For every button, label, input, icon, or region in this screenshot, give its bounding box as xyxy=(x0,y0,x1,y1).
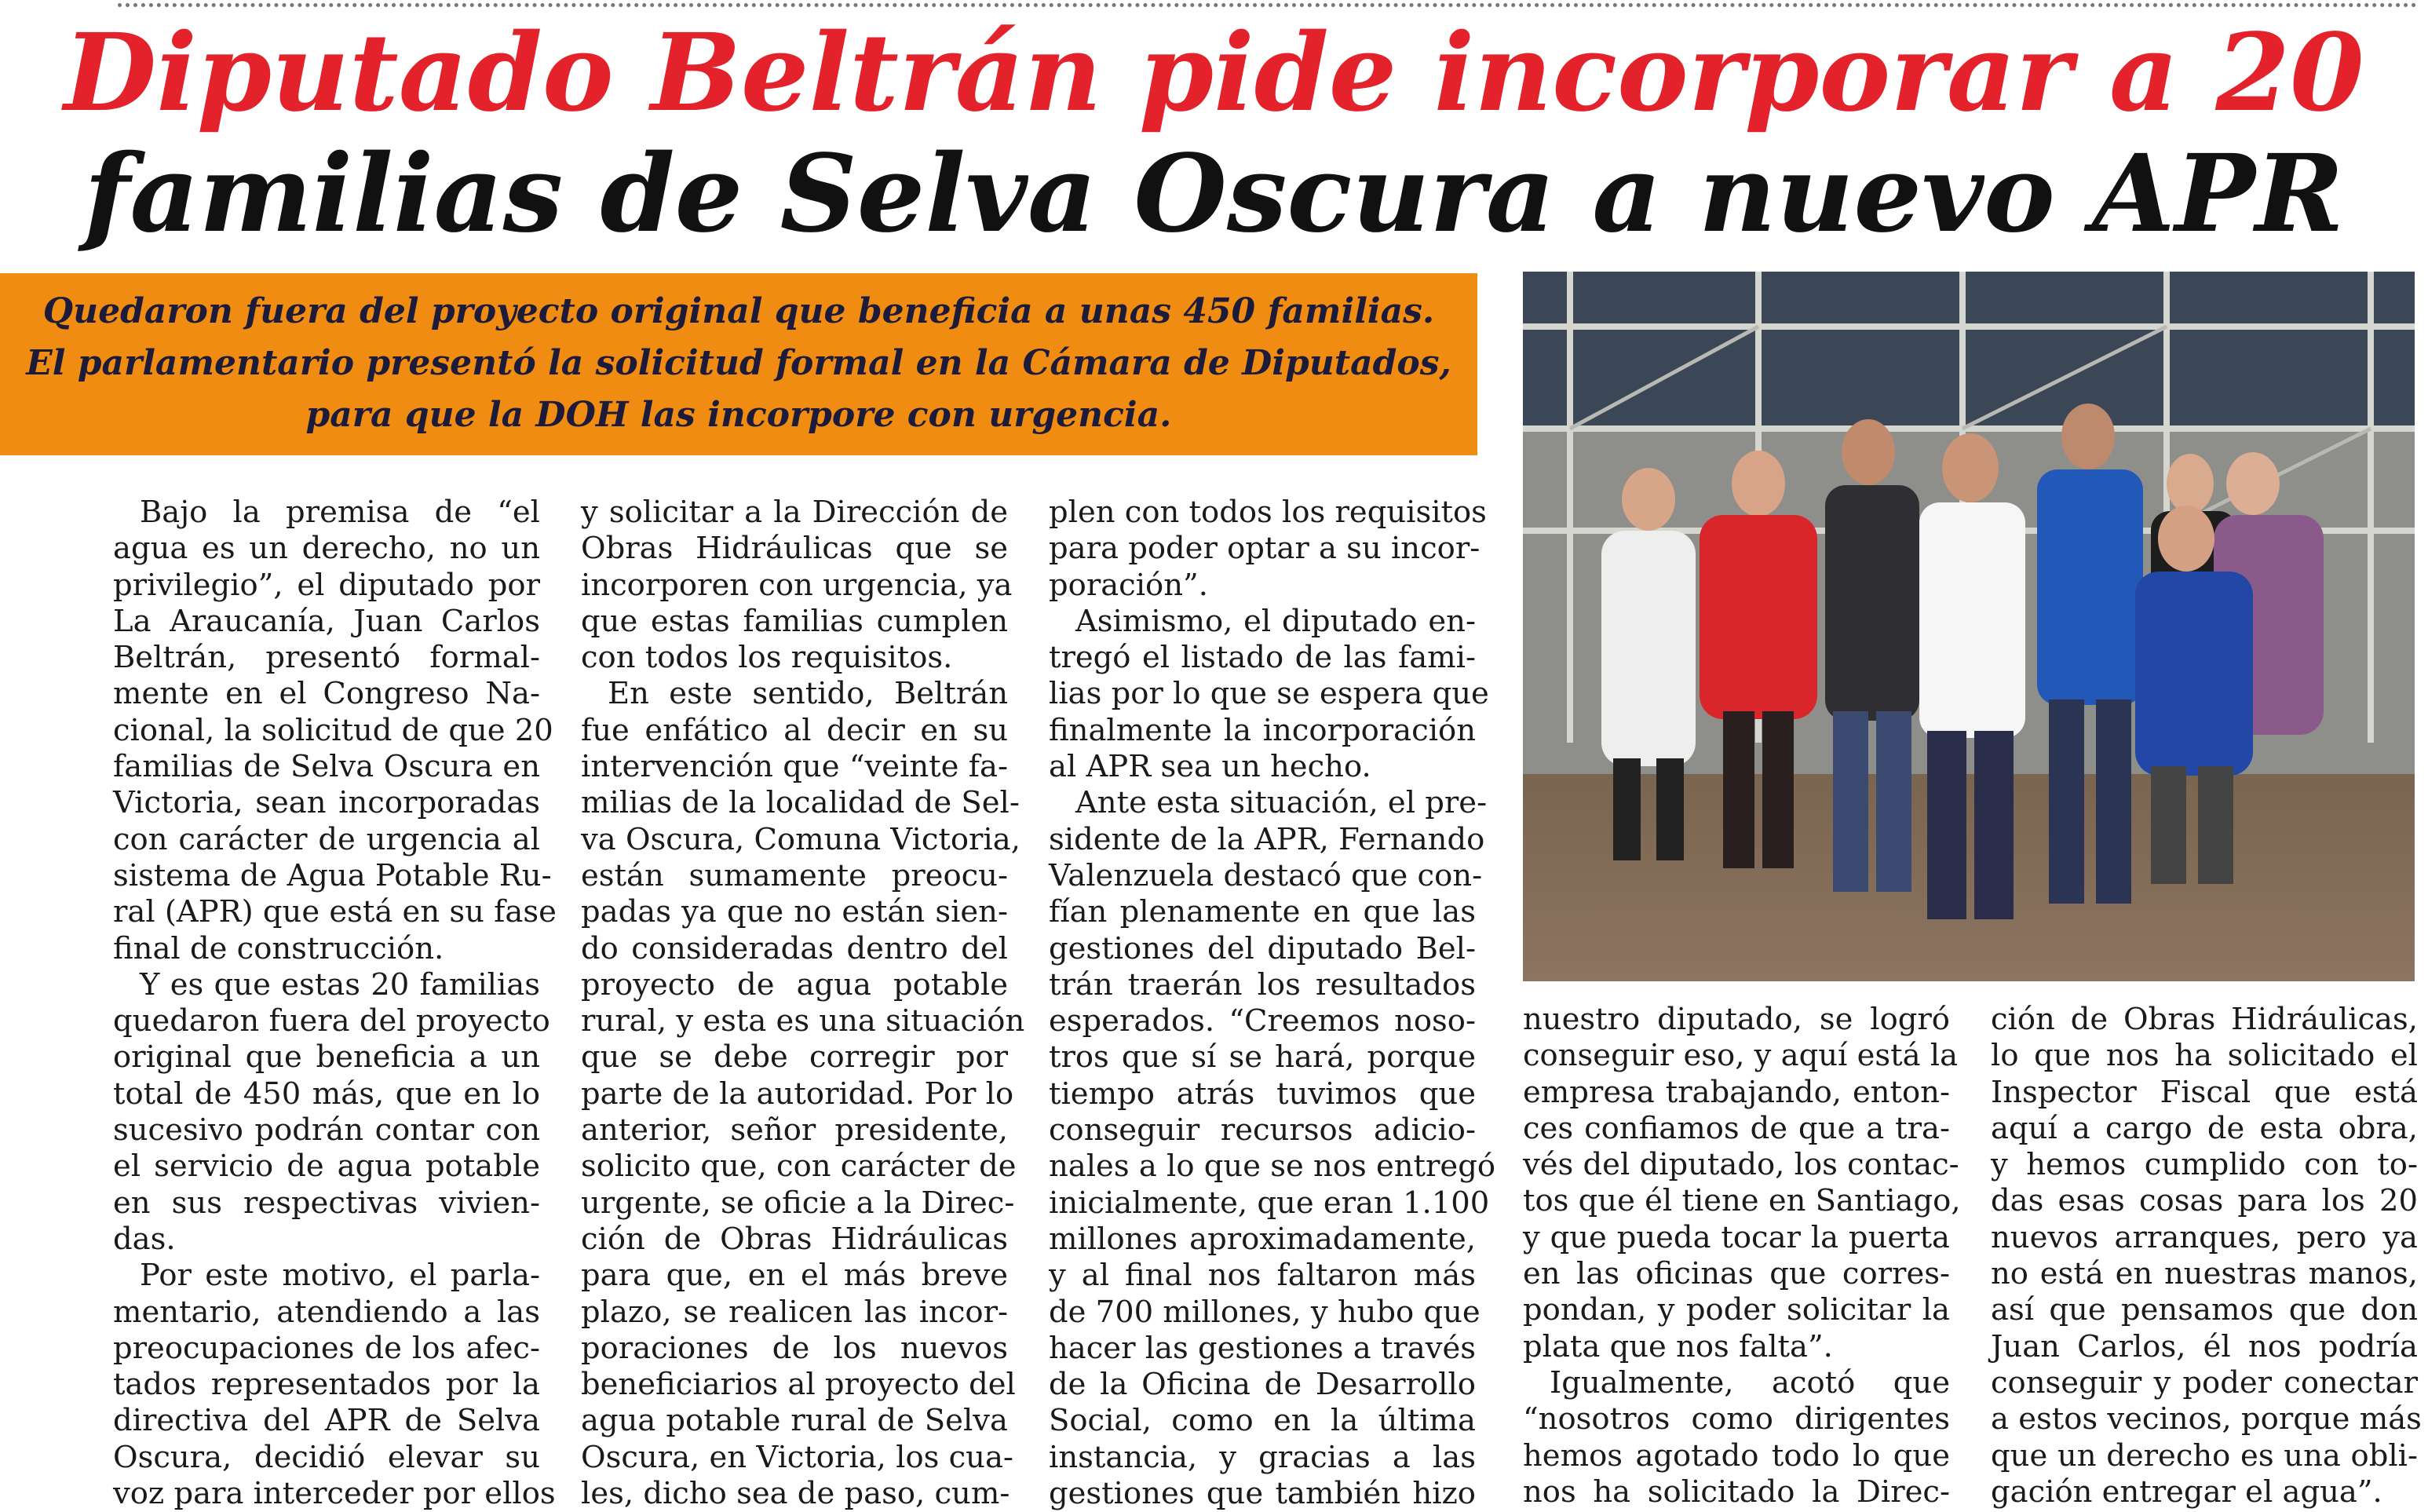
text-line: sistema de Agua Potable Ru- xyxy=(113,857,552,893)
text-line: das. xyxy=(113,1221,176,1257)
text-line: poraciones de los nuevos xyxy=(581,1330,1008,1366)
text-line: La Araucanía, Juan Carlos xyxy=(113,603,540,639)
text-line: original que beneficia a un xyxy=(113,1039,540,1076)
text-line: tregó el listado de las fami- xyxy=(1049,640,1476,676)
text-line: das esas cosas para los 20 xyxy=(1991,1183,2418,1219)
text-line: intervención que “veinte fa- xyxy=(581,749,1008,785)
text-line: lo que nos ha solicitado el xyxy=(1991,1038,2418,1074)
text-line: fían plenamente en que las xyxy=(1049,894,1476,930)
text-line: no está en nuestras manos, xyxy=(1991,1256,2418,1292)
text-line: Y es que estas 20 familias xyxy=(140,966,540,1003)
text-line: agua potable rural de Selva xyxy=(581,1403,1008,1439)
text-line: padas ya que no están sien- xyxy=(581,894,1008,930)
text-line: y solicitar a la Dirección de xyxy=(581,495,1008,530)
text-line: Inspector Fiscal que está xyxy=(1991,1074,2418,1110)
text-line: familias de Selva Oscura en xyxy=(113,749,540,785)
text-line: plata que nos falta”. xyxy=(1523,1328,1833,1364)
text-line: sidente de la APR, Fernando xyxy=(1049,821,1485,857)
text-line: do consideradas dentro del xyxy=(581,930,1008,966)
text-line: Igualmente, acotó que xyxy=(1550,1364,1950,1401)
article-column-5 xyxy=(1991,1002,2422,1510)
headline-line-2: familias de Selva Oscura a nuevo APR xyxy=(84,131,2344,257)
text-line: al APR sea un hecho. xyxy=(1049,749,1371,785)
text-line: cional, la solicitud de que 20 xyxy=(113,712,553,748)
text-line: hacer las gestiones a través xyxy=(1049,1330,1477,1366)
text-line: voz para interceder por ellos xyxy=(113,1476,556,1512)
text-line: nales a lo que se nos entregó xyxy=(1049,1149,1496,1185)
text-line: mentario, atendiendo a las xyxy=(113,1294,540,1330)
text-line: ción de Obras Hidráulicas xyxy=(581,1221,1008,1257)
text-line: Obras Hidráulicas que se xyxy=(581,531,1008,567)
text-line: solicito que, con carácter de xyxy=(581,1149,1017,1185)
text-line: empresa trabajando, enton- xyxy=(1523,1074,1950,1110)
text-line: inicialmente, que eran 1.100 xyxy=(1049,1185,1490,1221)
article-column-2 xyxy=(581,495,1025,1512)
text-line: gestiones que también hizo xyxy=(1049,1476,1476,1512)
text-line: aquí a cargo de esta obra, xyxy=(1991,1110,2418,1146)
text-line: beneficiarios al proyecto del xyxy=(581,1367,1016,1403)
deck-line-2: El parlamentario presentó la solicitud formal en la Cámara de Diputados, xyxy=(26,343,1451,383)
text-line: para que, en el más breve xyxy=(581,1258,1008,1294)
group-photo xyxy=(1523,272,2415,981)
group-photo-icon xyxy=(1523,272,2415,981)
text-line: va Oscura, Comuna Victoria, xyxy=(581,821,1020,857)
text-line: están sumamente preocu- xyxy=(581,857,1008,893)
text-line: y que pueda tocar la puerta xyxy=(1523,1219,1950,1255)
text-line: Social, como en la última xyxy=(1049,1403,1476,1439)
text-line: tiempo atrás tuvimos que xyxy=(1049,1076,1476,1112)
text-line: ces confiamos de que a tra- xyxy=(1523,1110,1950,1146)
headline-line-1: Diputado Beltrán pide incorporar a 20 xyxy=(64,10,2364,136)
article-column-1 xyxy=(113,495,557,1512)
text-line: Juan Carlos, él nos podría xyxy=(1991,1328,2418,1364)
top-dotted-rule xyxy=(118,3,2418,7)
text-line: el servicio de agua potable xyxy=(113,1149,540,1185)
text-line: a estos vecinos, porque más xyxy=(1991,1401,2422,1437)
text-line: les, dicho sea de paso, cum- xyxy=(581,1476,1010,1512)
text-line: vés del diputado, los contac- xyxy=(1523,1147,1959,1183)
text-line: trán traerán los resultados xyxy=(1049,966,1476,1003)
text-line: Oscura, decidió elevar su xyxy=(113,1439,540,1475)
text-line: ción de Obras Hidráulicas, xyxy=(1991,1002,2418,1037)
text-line: tros que sí se hará, porque xyxy=(1049,1039,1476,1076)
text-line: nuevos arranques, pero ya xyxy=(1991,1219,2418,1255)
text-line: Oscura, en Victoria, los cua- xyxy=(581,1439,1013,1475)
text-line: con carácter de urgencia al xyxy=(113,821,540,857)
text-line: Por este motivo, el parla- xyxy=(140,1258,540,1294)
text-line: Bajo la premisa de “el xyxy=(140,495,540,530)
text-line: poración”. xyxy=(1049,567,1208,603)
text-line: fue enfático al decir en su xyxy=(581,712,1008,748)
text-line: Ante esta situación, el pre- xyxy=(1075,785,1488,821)
text-line: en las oficinas que corres- xyxy=(1523,1256,1950,1292)
text-line: Valenzuela destacó que con- xyxy=(1049,857,1483,893)
text-line: que estas familias cumplen xyxy=(581,603,1008,639)
text-line: en sus respectivas vivien- xyxy=(113,1185,540,1221)
text-line: que se debe corregir por xyxy=(581,1039,1008,1076)
text-line: mente en el Congreso Na- xyxy=(113,676,540,712)
text-line: así que pensamos que don xyxy=(1991,1292,2418,1328)
text-line: incorporen con urgencia, ya xyxy=(581,567,1013,603)
text-line: lias por lo que se espera que xyxy=(1049,676,1489,712)
text-line: hemos agotado todo lo que xyxy=(1523,1437,1950,1474)
text-line: anterior, señor presidente, xyxy=(581,1112,1008,1149)
text-line: rural, y esta es una situación xyxy=(581,1003,1025,1039)
text-line: proyecto de agua potable xyxy=(581,966,1008,1003)
text-line: agua es un derecho, no un xyxy=(113,531,540,567)
text-line: pondan, y poder solicitar la xyxy=(1523,1292,1950,1328)
text-line: de la Oficina de Desarrollo xyxy=(1049,1367,1476,1403)
text-line: y al final nos faltaron más xyxy=(1049,1258,1476,1294)
text-line: nuestro diputado, se logró xyxy=(1523,1002,1950,1037)
text-line: tos que él tiene en Santiago, xyxy=(1523,1183,1961,1219)
text-line: directiva del APR de Selva xyxy=(113,1403,540,1439)
text-line: final de construcción. xyxy=(113,930,444,966)
deck-line-1: Quedaron fuera del proyecto original que beneficia a unas 450 familias. xyxy=(42,291,1435,331)
text-line: “nosotros como dirigentes xyxy=(1523,1401,1950,1437)
text-line: conseguir recursos adicio- xyxy=(1049,1112,1476,1149)
text-line: Beltrán, presentó formal- xyxy=(113,640,540,676)
text-line: finalmente la incorporación xyxy=(1049,712,1476,748)
text-line: urgente, se oficie a la Direc- xyxy=(581,1185,1015,1221)
text-line: conseguir y poder conectar xyxy=(1991,1364,2418,1401)
article-column-4 xyxy=(1523,1002,1961,1510)
text-line: conseguir eso, y aquí está la xyxy=(1523,1038,1959,1074)
text-line: tados representados por la xyxy=(113,1367,540,1403)
text-line: privilegio”, el diputado por xyxy=(113,567,540,603)
deck-banner xyxy=(0,273,1477,455)
text-line: preocupaciones de los afec- xyxy=(113,1330,540,1366)
text-line: que un derecho es una obli- xyxy=(1991,1437,2418,1474)
text-line: y hemos cumplido con to- xyxy=(1991,1147,2418,1183)
text-line: plen con todos los requisitos xyxy=(1049,495,1487,530)
text-line: Asimismo, el diputado en- xyxy=(1075,603,1476,639)
text-line: parte de la autoridad. Por lo xyxy=(581,1076,1014,1112)
text-line: millones aproximadamente, xyxy=(1049,1221,1476,1257)
text-line: milias de la localidad de Sel- xyxy=(581,785,1020,821)
text-line: para poder optar a su incor- xyxy=(1049,531,1481,567)
text-line: En este sentido, Beltrán xyxy=(608,676,1008,712)
text-line: total de 450 más, que en lo xyxy=(113,1076,540,1112)
text-line: esperados. “Creemos noso- xyxy=(1049,1003,1476,1039)
deck-line-3: para que la DOH las incorpore con urgencia. xyxy=(305,395,1172,435)
article-column-3 xyxy=(1049,495,1496,1512)
text-line: Victoria, sean incorporadas xyxy=(113,785,540,821)
text-line: nos ha solicitado la Direc- xyxy=(1523,1474,1950,1510)
text-line: gación entregar el agua”. xyxy=(1991,1474,2382,1510)
text-line: instancia, y gracias a las xyxy=(1049,1439,1476,1475)
text-line: de 700 millones, y hubo que xyxy=(1049,1294,1481,1330)
text-line: gestiones del diputado Bel- xyxy=(1049,930,1476,966)
text-line: con todos los requisitos. xyxy=(581,640,953,676)
text-line: plazo, se realicen las incor- xyxy=(581,1294,1008,1330)
text-line: quedaron fuera del proyecto xyxy=(113,1003,550,1039)
text-line: ral (APR) que está en su fase xyxy=(113,894,557,930)
text-line: sucesivo podrán contar con xyxy=(113,1112,540,1149)
